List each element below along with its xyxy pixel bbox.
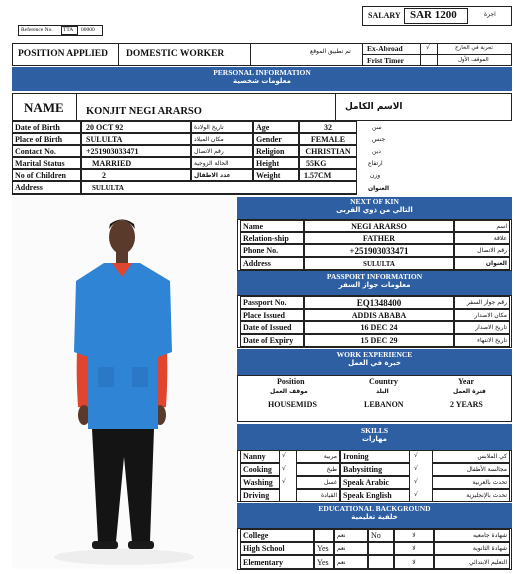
salary-value: SAR 1200 [410, 9, 457, 21]
education-title-ar: خلفية تعليمية [351, 513, 398, 521]
passport-title: PASSPORT INFORMATION [326, 272, 423, 281]
weight-label: Weight [253, 169, 299, 181]
skill-washing-ar: غسل [296, 476, 340, 489]
applicant-photo [12, 197, 236, 569]
work-year-value: 2 YEARS [450, 400, 483, 409]
edu-highschool-yes: Yes [314, 542, 334, 555]
work-year-label: Year [458, 377, 474, 386]
address-ar: العنوان [368, 185, 390, 192]
kin-phone-ar: رقم الاتصال [454, 244, 510, 257]
address-value: SULULTA [81, 181, 357, 194]
passport-expiry-ar: تاريخ الانتهاء [454, 334, 510, 347]
skill-ironing-ar: كي الملابس [432, 450, 510, 463]
kin-name-value: NEGI ARARSO [304, 220, 454, 232]
passport-issued-value: 16 DEC 24 [304, 321, 454, 334]
personal-title-ar: معلومات شخصية [233, 77, 291, 85]
children-label: No of Children [12, 169, 81, 181]
pob-label: Place of Birth [12, 133, 81, 145]
reference-label: Reference No. [21, 27, 53, 33]
edu-college-no-ar: لا [394, 529, 434, 542]
pob-value: SULULTA [81, 133, 191, 145]
passport-number-ar: رقم جواز السفر [454, 296, 510, 309]
frist-timer-ar: الموقف الأول [458, 57, 489, 63]
children-value: 2 [81, 169, 191, 181]
skill-driving: Driving [240, 489, 280, 502]
address-label: Address [12, 181, 81, 194]
passport-place-value: ADDIS ABABA [304, 309, 454, 321]
dob-value: 20 OCT 92 [81, 121, 191, 133]
edu-elementary-ar: التعليم الابتدائي [434, 555, 510, 569]
marital-label: Marital Status [12, 157, 81, 169]
work-position-ar: موقف العمل [270, 388, 308, 395]
height-value: 55KG [299, 157, 357, 169]
edu-college-no: No [368, 529, 394, 542]
reference-number: 00000 [81, 27, 95, 33]
skill-cooking-mark: √ [282, 465, 286, 472]
work-header [237, 349, 512, 375]
skill-nanny-ar: مربية [296, 450, 340, 463]
passport-place-label: Place Issued [240, 309, 304, 321]
kin-header [237, 197, 512, 219]
skill-babysitting-mark: √ [414, 465, 418, 472]
skill-babysitting-ar: مجالسة الأطفال [432, 463, 510, 476]
skills-title-ar: مهارات [361, 435, 388, 443]
passport-place-ar: مكان الاصدار [454, 309, 510, 321]
kin-address-ar: العنوان [454, 257, 510, 270]
passport-number-value: EQ1348400 [304, 296, 454, 309]
pob-ar: مكان الميلاد [191, 133, 253, 145]
ex-abroad-label: Ex-Abroad [367, 44, 403, 53]
skill-speak-english-ar: تحدث بالإنجليزية [432, 489, 510, 502]
edu-highschool-label: High School [240, 542, 314, 555]
edu-highschool-yes-ar: نعم [334, 542, 368, 555]
frist-timer-check [420, 54, 438, 66]
skill-nanny-mark: √ [282, 452, 286, 459]
skill-speak-arabic-ar: تحدث بالعربية [432, 476, 510, 489]
skills-header [237, 424, 512, 450]
kin-phone-value: +251903033471 [304, 244, 454, 257]
skills-title: SKILLS [360, 426, 389, 435]
age-label: Age [253, 121, 299, 133]
religion-ar: دين [372, 148, 381, 155]
work-country-ar: البلد [376, 388, 389, 395]
skill-speak-english-mark: √ [414, 491, 418, 498]
kin-address-label: Address [240, 257, 304, 270]
education-header [237, 503, 512, 528]
height-ar: ارتفاع [368, 160, 383, 167]
kin-relation-ar: علاقة [454, 232, 510, 244]
skill-ironing: Ironing [340, 450, 410, 463]
work-country-label: Country [369, 377, 398, 386]
position-value: DOMESTIC WORKER [126, 49, 225, 59]
skill-babysitting: Babysitting [340, 463, 410, 476]
kin-relation-label: Relation-ship [240, 232, 304, 244]
edu-elementary-no-ar: لا [394, 555, 434, 569]
edu-elementary-yes-ar: نعم [334, 555, 368, 569]
passport-issued-ar: تاريخ الاصدار [454, 321, 510, 334]
edu-college-ar: شهادة جامعيه [434, 529, 510, 542]
salary-label: SALARY [368, 11, 401, 20]
skill-cooking-ar: طبخ [296, 463, 340, 476]
work-title-ar: خبرة في العمل [348, 359, 401, 367]
ex-abroad-check-mark: √ [426, 44, 430, 51]
contact-ar: رقم الاتصال [191, 145, 253, 157]
frist-timer-label: Frist Timer [367, 56, 405, 65]
kin-phone-label: Phone No. [240, 244, 304, 257]
edu-elementary-yes: Yes [314, 555, 334, 569]
passport-expiry-value: 15 DEC 29 [304, 334, 454, 347]
skill-nanny: Nanny [240, 450, 280, 463]
skill-speak-arabic-mark: √ [414, 478, 418, 485]
work-position-label: Position [277, 377, 305, 386]
kin-address-value: SULULTA [304, 257, 454, 270]
weight-ar: وزن [370, 172, 381, 179]
edu-highschool-no-ar: لا [394, 542, 434, 555]
ex-abroad-ar: تجربة في الخارج [455, 45, 493, 51]
skill-cooking: Cooking [240, 463, 280, 476]
weight-value: 1.57CM [299, 169, 357, 181]
age-value: 32 [299, 121, 357, 133]
position-label: POSITION APPLIED [18, 49, 109, 59]
age-ar: سن [372, 124, 382, 131]
passport-number-label: Passport No. [240, 296, 304, 309]
kin-title-ar: التالي من ذوي القربى [336, 206, 413, 214]
work-year-ar: فترة العمل [453, 388, 486, 395]
name-label: NAME [24, 100, 64, 115]
gender-label: Gender [253, 133, 299, 145]
religion-value: CHRISTIAN [299, 145, 357, 157]
kin-name-label: Name [240, 220, 304, 232]
edu-highschool-no [368, 542, 394, 555]
marital-value: MARRIED [81, 157, 191, 169]
edu-highschool-ar: شهادة الثانوية [434, 542, 510, 555]
name-divider [76, 93, 77, 121]
name-ar: الاسم الكامل [345, 102, 403, 112]
height-label: Height [253, 157, 299, 169]
passport-issued-label: Date of Issued [240, 321, 304, 334]
skill-washing-mark: √ [282, 478, 286, 485]
work-title: WORK EXPERIENCE [336, 350, 413, 359]
dob-label: Date of Birth [12, 121, 81, 133]
work-position-value: HOUSEMIDS [268, 400, 317, 409]
personal-title: PERSONAL INFORMATION [213, 68, 311, 77]
salary-ar: اجرة [484, 11, 496, 18]
kin-name-ar: اسم [454, 220, 510, 232]
position-ar: تم تطبيق الموقع [310, 48, 351, 55]
skill-driving-ar: القيادة [296, 489, 340, 502]
contact-label: Contact No. [12, 145, 81, 157]
marital-ar: الحالة الزوجية [191, 157, 253, 169]
edu-college-yes [314, 529, 334, 542]
passport-title-ar: معلومات جواز السفر [338, 281, 411, 289]
edu-college-label: College [240, 529, 314, 542]
skill-washing: Washing [240, 476, 280, 489]
dob-ar: تاريخ الولادة [191, 121, 253, 133]
passport-header [237, 271, 512, 295]
religion-label: Religion [253, 145, 299, 157]
work-country-value: LEBANON [364, 400, 404, 409]
passport-expiry-label: Date of Expiry [240, 334, 304, 347]
name-value: KONJIT NEGI ARARSO [86, 106, 202, 117]
skill-speak-english: Speak English [340, 489, 410, 502]
position-divider-2 [250, 43, 251, 66]
children-ar: عدد الاطفال [191, 169, 253, 181]
skill-speak-arabic: Speak Arabic [340, 476, 410, 489]
kin-title: NEXT OF KIN [350, 197, 399, 206]
name-divider-2 [335, 93, 336, 121]
education-title: EDUCATIONAL BACKGROUND [318, 504, 431, 513]
personal-header [12, 67, 512, 91]
edu-college-yes-ar: نعم [334, 529, 368, 542]
gender-value: FEMALE [299, 133, 357, 145]
kin-relation-value: FATHER [304, 232, 454, 244]
reference-code: TTA [61, 26, 78, 35]
skill-ironing-mark: √ [414, 452, 418, 459]
position-divider [118, 43, 119, 66]
gender-ar: جنس [372, 136, 386, 143]
edu-elementary-no [368, 555, 394, 569]
contact-value: +251903033471 [81, 145, 191, 157]
edu-elementary-label: Elementary [240, 555, 314, 569]
